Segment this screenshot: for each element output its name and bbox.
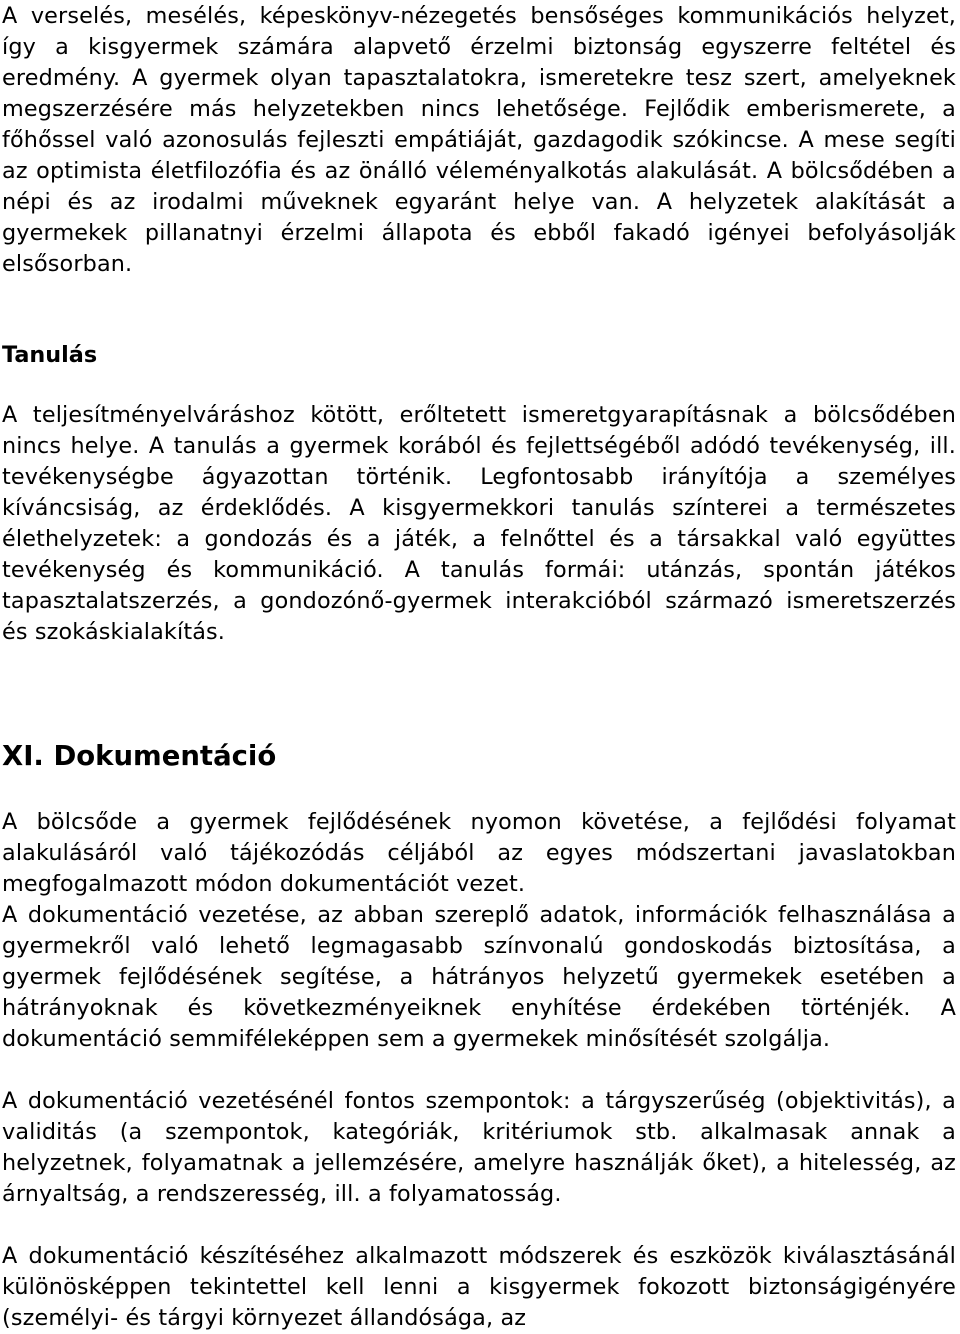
section-heading-tanulas: Tanulás (2, 342, 98, 368)
dokumentacio-paragraph: A dokumentáció vezetésénél fontos szempontok: a tárgyszerűség (objektivitás), a validitás (a szempontok, kategóriák, kritériumok stb. alkalmasak annak a helyzetnek, folyamatnak a jellemzésére, amelyre használják őket), a hitelesség, az árnyaltság, a rendszeresség, ill. a folyamatosság. (2, 1088, 956, 1207)
dokumentacio-paragraph: A bölcsőde a gyermek fejlődésének nyomon követése, a fejlődési folyamat alakulásáról való tájékozódás céljából az egyes módszertani javaslatokban megfogalmazott módon dokumentációt vezet. (2, 809, 956, 897)
dokumentacio-paragraph: A dokumentáció készítéséhez alkalmazott módszerek és eszközök kiválasztásánál különösképpen tekintettel kell lenni a kisgyermek fokozott biztonságigényére (személyi- és tárgyi környezet állandósága, az (2, 1243, 956, 1331)
section-heading-dokumentacio: XI. Dokumentáció (2, 740, 277, 772)
intro-paragraph: A verselés, mesélés, képeskönyv-nézegetés bensőséges kommunikációs helyzet, így a kisgyermek számára alapvető érzelmi biztonság egyszerre feltétel és eredmény. A gyermek olyan tapasztalatokra, ismeretekre tesz szert, amelyeknek megszerzésére más helyzetekben nincs lehetősége. Fejlődik emberismerete, a főhőssel való azonosulás fejleszti empátiáját, gazdagodik szókincse. A mese segíti az optimista életfilozófia és az önálló véleményalkotás alakulását. A bölcsődében a népi és az irodalmi műveknek egyaránt helye van. A helyzetek alakítását a gyermekek pillanatnyi érzelmi állapota és ebből fakadó igényei befolyásolják elsősorban. (2, 3, 956, 277)
tanulas-paragraph: A teljesítményelváráshoz kötött, erőltetett ismeretgyarapításnak a bölcsődében nincs helye. A tanulás a gyermek korából és fejlettségéből adódó tevékenység, ill. tevékenységbe ágyazottan történik. Legfontosabb irányítója a személyes kíváncsiság, az érdeklődés. A kisgyermekkori tanulás színterei a természetes élethelyzetek: a gondozás és a játék, a felnőttel és a társakkal való együttes tevékenység és kommunikáció. A tanulás formái: utánzás, spontán játékos tapasztalatszerzés, a gondozónő-gyermek interakcióból származó ismeretszerzés és szokáskialakítás. (2, 402, 956, 645)
dokumentacio-paragraph: A dokumentáció vezetése, az abban szereplő adatok, információk felhasználása a gyermekről való lehető legmagasabb színvonalú gondoskodás biztosítása, a gyermek fejlődésének segítése, a hátrányos helyzetű gyermekek esetében a hátrányoknak és következményeiknek enyhítése érdekében történjék. A dokumentáció semmiféleképpen sem a gyermekek minősítését szolgálja. (2, 902, 956, 1052)
